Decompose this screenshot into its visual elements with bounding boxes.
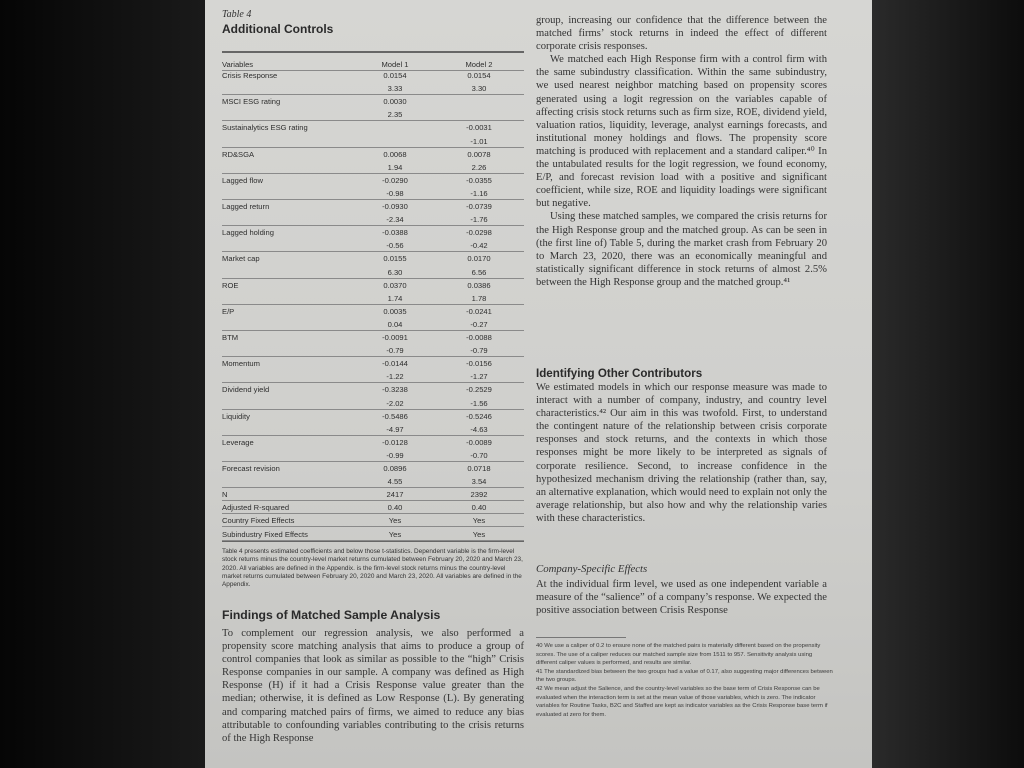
header-variables: Variables — [222, 60, 254, 69]
table-row — [222, 477, 524, 488]
table-row — [222, 163, 524, 174]
table-row — [222, 215, 524, 226]
model2-value: -0.0298 — [466, 228, 492, 238]
table-row — [222, 464, 524, 474]
model2-value: -0.0031 — [466, 123, 492, 133]
table-header-row — [222, 60, 524, 71]
table-row — [222, 110, 524, 121]
document-page — [205, 0, 872, 768]
table-caption — [222, 548, 524, 589]
table-row — [222, 503, 524, 514]
row-label: MSCI ESG rating — [222, 97, 281, 107]
row-label: Forecast revision — [222, 464, 280, 473]
table-row — [222, 176, 524, 186]
model1-value: -0.5486 — [382, 411, 408, 421]
table-row — [222, 84, 524, 95]
model1-value: -0.56 — [386, 241, 404, 251]
model1-value: -2.34 — [386, 215, 404, 225]
model2-value: -4.63 — [470, 424, 488, 434]
table-row — [222, 399, 524, 410]
footnote-rule — [536, 637, 626, 638]
right-paragraph-2: We matched each High Response firm with a control firm with the same subindustry classification. Within the same subindustry, we used nearest neighbor matching based on propensity scores generated using a logit regression on the variables capable of affecting crisis stock returns such as firm size, ROE, dividend yield, valuation ratios, liquidity, leverage, analyst earnings forecasts, and institutional money holdings and flows. The propensity score matching is produced with replacement and a standard caliper.⁴⁰ In the untabulated results for the logit regression, we found economy, E/P, and forecast revision load with a positive and significant coefficient, while size, ROE and liquidity loadings were significant but negative. — [536, 54, 827, 210]
model2-value: 1.78 — [471, 293, 487, 303]
right-paragraph-5: At the individual firm level, we used as one independent variable a measure of the “salience” of a company’s response. We expected the positive association between Crisis Response — [536, 579, 827, 617]
model2-value: -0.0089 — [466, 437, 492, 447]
row-label: Momentum — [222, 359, 260, 369]
caption-text: Table 4 presents estimated coefficients and below those t-statistics. Dependent variable is the firm-level stock returns minus the country-level market returns cumulated between February 20, 2020 and March 23, 2020. All variables are defined in the Appendix. is the firm-level stock returns minus the country-level market returns cumulated between February 20, 2020 and March 23, 2020. All variables are defined in the Appendix. — [222, 548, 523, 589]
model1-value: -0.3238 — [382, 385, 408, 395]
model1-value: Yes — [388, 516, 402, 526]
table-row — [222, 123, 524, 133]
table-row — [222, 372, 524, 383]
model1-value: -2.02 — [386, 398, 404, 408]
model1-value: -0.0930 — [382, 202, 408, 211]
row-label: Lagged return — [222, 202, 270, 211]
row-label: Liquidity — [222, 411, 250, 421]
model1-value: -0.99 — [386, 450, 404, 460]
model2-value: 2392 — [470, 490, 488, 500]
right-paragraph-3: Using these matched samples, we compared the crisis returns for the High Response group and the matched group. As can be seen in (the first line of) Table 5, during the market crash from February 20 to March 23, 2020, there was an economically meaningful and statistically significant difference in stock returns of almost 2.5% between the High Response group and the matched group.⁴¹ — [536, 211, 827, 288]
table-row — [222, 281, 524, 291]
row-label: Crisis Response — [222, 71, 278, 80]
table-row — [222, 333, 524, 343]
row-label: Dividend yield — [222, 385, 270, 395]
table-row — [222, 425, 524, 436]
model2-value: Yes — [472, 529, 486, 539]
table-row — [222, 438, 524, 448]
table-top-rule — [222, 51, 524, 53]
table-row — [222, 320, 524, 331]
model1-value: 0.0030 — [383, 97, 407, 107]
row-label: Adjusted R-squared — [222, 503, 290, 513]
model1-value: -0.98 — [386, 188, 404, 198]
model1-value: 2.35 — [387, 110, 403, 120]
model2-value: 0.40 — [471, 503, 487, 513]
row-label: Lagged flow — [222, 175, 263, 185]
model2-value: 0.0078 — [467, 149, 491, 159]
right-body-top — [536, 14, 827, 289]
model2-value: 3.30 — [471, 84, 487, 94]
model2-value: -0.79 — [470, 346, 488, 356]
model1-value: 1.74 — [387, 293, 403, 303]
model2-value: -0.70 — [470, 450, 488, 460]
model2-value: -1.01 — [470, 136, 488, 146]
model1-value: 0.0068 — [383, 149, 407, 159]
model2-value: 0.0154 — [467, 71, 491, 80]
row-label: RD&SGA — [222, 149, 255, 159]
desk-background-right — [872, 0, 1024, 768]
model1-value: 6.30 — [387, 267, 403, 277]
row-label: Sustainalytics ESG rating — [222, 123, 308, 133]
table-row — [222, 150, 524, 160]
footnotes — [536, 642, 834, 719]
table-row — [222, 490, 524, 501]
row-label: ROE — [222, 280, 239, 290]
model2-value: -1.27 — [470, 372, 488, 382]
model2-value: -1.76 — [470, 215, 488, 225]
section-heading-contributors: Identifying Other Contributors — [536, 367, 703, 380]
table-row — [222, 97, 524, 107]
model2-value: 6.56 — [471, 267, 487, 277]
model2-value: -0.27 — [470, 319, 488, 329]
model1-value: 2417 — [386, 490, 404, 500]
footnote-41: 41 The standardized bias between the two groups had a value of 0.17, also suggesting major differences between the two groups. — [536, 668, 833, 684]
model2-value: -1.16 — [470, 188, 488, 198]
section-heading-matched: Findings of Matched Sample Analysis — [222, 608, 441, 622]
model2-value: 0.0170 — [467, 254, 491, 264]
table-row — [222, 228, 524, 238]
footnote-40: 40 We use a caliper of 0.2 to ensure none of the matched pairs is materially different based on the propensity scores. The use of a caliper reduces our matched sample size from 1511 to 957. Sensitivity analysis using different caliper values is performed, and results are similar. — [536, 643, 821, 667]
model2-value: -0.42 — [470, 241, 488, 251]
left-body-text — [222, 627, 524, 745]
table-row — [222, 189, 524, 200]
model1-value: 4.55 — [387, 477, 403, 487]
model2-value: 3.54 — [471, 477, 487, 487]
subheading-company-effects: Company-Specific Effects — [536, 563, 648, 575]
footnote-42: 42 We mean adjust the Salience, and the country-level variables so the base term of Crisis Response can be evaluated when the interaction term is set at the mean value of those variables, which is zero. The indicator variables for Routine Tasks, B2C and Staffed are kept as indicator variables as the Crisis Response base term if evaluated at zero for them. — [536, 685, 828, 718]
model1-value: Yes — [388, 529, 402, 539]
row-label: BTM — [222, 333, 239, 342]
model2-value: -1.56 — [470, 398, 488, 408]
model2-value: -0.2529 — [466, 385, 492, 395]
model2-value: Yes — [472, 516, 486, 526]
model1-value: -1.22 — [386, 372, 404, 382]
table-label: Table 4 — [222, 9, 252, 20]
right-paragraph-4: We estimated models in which our response measure was made to interact with a number of company, industry, and country level characteristics.⁴² Our aim in this was twofold. First, to understand the contingent nature of the relationship between crisis corporate responses and stock returns, and the contexts in which those responses might be more likely to be interpreted as signals of corporate resilience. Second, to increase confidence in the hypothesized mechanism driving the relationship (rather than, say, an alternative explanation, which would need to explain not only the average relationship, but also how and why the relationship varies with these characteristics. — [536, 382, 827, 524]
model2-value: 0.0718 — [467, 464, 491, 473]
model1-value: -0.0388 — [382, 228, 408, 238]
table-title: Additional Controls — [222, 22, 334, 36]
table-row — [222, 254, 524, 264]
model1-value: 0.40 — [387, 503, 403, 513]
right-body-bottom — [536, 578, 827, 617]
table-row — [222, 530, 524, 541]
table-row — [222, 346, 524, 357]
row-label: Leverage — [222, 437, 254, 447]
table-row — [222, 451, 524, 462]
model1-value: 0.0154 — [383, 71, 407, 80]
row-label: Lagged holding — [222, 228, 274, 238]
model1-value: -4.97 — [386, 424, 404, 434]
model1-value: 3.33 — [387, 84, 403, 94]
row-label: E/P — [222, 306, 235, 316]
table-row — [222, 241, 524, 252]
model2-value: -0.0355 — [466, 175, 492, 185]
model1-value: 0.0155 — [383, 254, 407, 264]
model2-value: -0.5246 — [466, 411, 492, 421]
model2-value: -0.0241 — [466, 306, 492, 316]
row-label: N — [222, 490, 228, 500]
table-row — [222, 71, 524, 81]
model1-value: 0.04 — [387, 319, 403, 329]
header-model1: Model 1 — [381, 60, 409, 69]
table-row — [222, 385, 524, 395]
table-row — [222, 294, 524, 305]
table-row — [222, 412, 524, 422]
table-row — [222, 359, 524, 369]
model1-value: 0.0896 — [383, 464, 407, 473]
model2-value: -0.0156 — [466, 359, 492, 369]
model1-value: -0.0144 — [382, 359, 408, 369]
table-row — [222, 516, 524, 527]
right-paragraph-1: group, increasing our confidence that the difference between the matched firms’ stock returns in indeed the effect of different corporate crisis responses. — [536, 15, 827, 53]
model1-value: -0.0091 — [382, 333, 408, 342]
table-row — [222, 202, 524, 212]
row-label: Market cap — [222, 254, 260, 264]
left-paragraph: To complement our regression analysis, we also performed a propensity score matching analysis that aims to produce a group of control companies that look as similar as possible to the “high” Crisis Response companies in our sample. A company was defined as High Response (H) if it had a Crisis Response value greater than the median; otherwise, it is defined as Low Response (L). By generating and comparing matched pairs of firms, we aimed to reduce any bias attributable to confounding variables contributing to the crisis returns of the High Response — [222, 628, 524, 744]
right-body-middle — [536, 381, 827, 525]
desk-background-left — [0, 0, 205, 768]
table-row — [222, 137, 524, 148]
table-bottom-rule — [222, 541, 524, 542]
model1-value: 0.0035 — [383, 306, 407, 316]
header-model2: Model 2 — [465, 60, 493, 69]
model1-value: -0.0128 — [382, 437, 408, 447]
table-row — [222, 268, 524, 279]
table-row — [222, 307, 524, 317]
model2-value: -0.0088 — [466, 333, 492, 342]
model1-value: 1.94 — [387, 162, 403, 172]
model1-value: -0.0290 — [382, 175, 408, 185]
model1-value: 0.0370 — [383, 280, 407, 290]
model1-value: -0.79 — [386, 346, 404, 356]
row-label: Subindustry Fixed Effects — [222, 529, 308, 539]
model2-value: -0.0739 — [466, 202, 492, 211]
row-label: Country Fixed Effects — [222, 516, 295, 526]
model2-value: 0.0386 — [467, 280, 491, 290]
model2-value: 2.26 — [471, 162, 487, 172]
